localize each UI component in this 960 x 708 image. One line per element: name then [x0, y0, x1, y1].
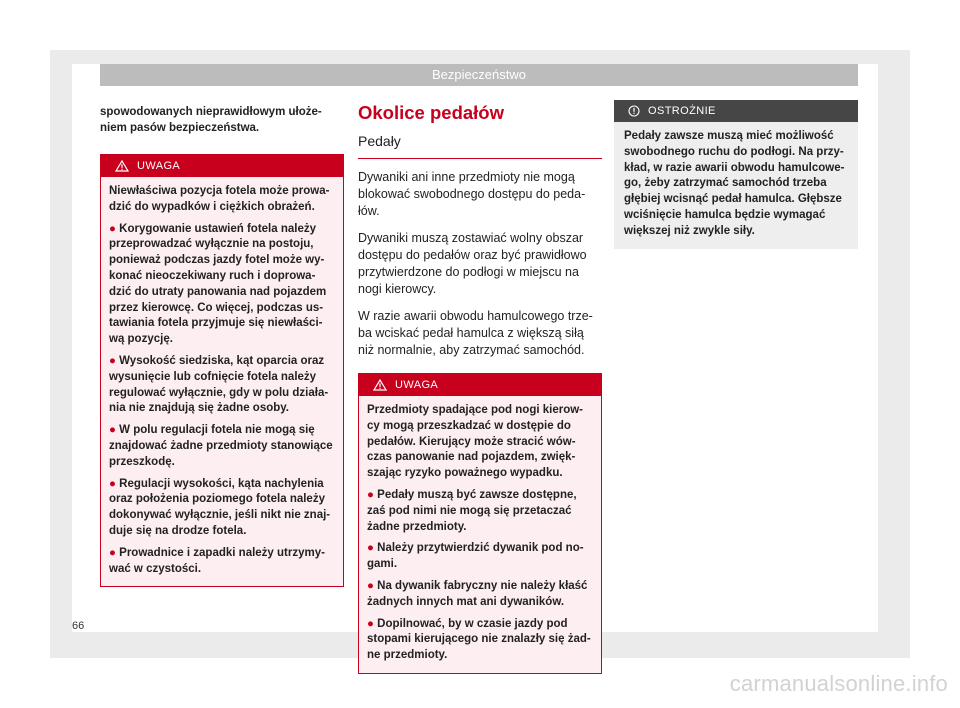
- warning-line-text: Należy przytwierdzić dywanik pod no-: [377, 542, 584, 555]
- warning-line: [109, 332, 335, 348]
- watermark: carmanualsonline.info: [729, 671, 948, 696]
- warning-line-text: tawiania fotela przyjmuje się niewłaści-: [109, 317, 323, 330]
- body-paragraph: [358, 169, 602, 220]
- section-title: Okolice pedałów: [358, 102, 504, 123]
- warning-box-pedals: [358, 373, 602, 674]
- body-line: dostępu do pedałów oraz być prawidłowo: [358, 248, 587, 262]
- caution-line: kład, w razie awarii obwodu hamulcowe-: [624, 161, 845, 174]
- warning-line-text: dzić do wypadków i ciężkich obrażeń.: [109, 200, 315, 213]
- warning-line-text: gami.: [367, 558, 398, 571]
- warning-line-text: ne przedmioty.: [367, 649, 448, 662]
- warning-line-text: W polu regulacji fotela nie mogą się: [119, 424, 315, 437]
- warning-line-text: żadne przedmioty.: [367, 520, 467, 533]
- body-line: przytwierdzone do podłogi w miejscu na: [358, 265, 579, 279]
- warning-line: [109, 269, 335, 285]
- warning-paragraph: [109, 546, 335, 578]
- body-line: Dywaniki muszą zostawiać wolny obszar: [358, 231, 584, 245]
- warning-paragraph: [109, 222, 335, 348]
- warning-line-text: regulować wyłącznie, gdy w polu działa-: [109, 386, 329, 399]
- warning-line: [109, 184, 335, 200]
- warning-line: [109, 354, 335, 370]
- body-line: Dywaniki ani inne przedmioty nie mogą: [358, 170, 575, 184]
- bullet-icon: ●: [109, 477, 116, 490]
- body-text: [358, 169, 602, 359]
- warning-line: [109, 439, 335, 455]
- warning-paragraph: [367, 579, 593, 611]
- column-middle: [358, 100, 602, 674]
- warning-line-text: wać w czystości.: [109, 562, 202, 575]
- body-paragraph: [358, 230, 602, 298]
- caution-line: głębiej wcisnąć pedał hamulca. Głębsze: [624, 193, 842, 206]
- warning-line-text: Wysokość siedziska, kąt oparcia oraz: [119, 354, 325, 367]
- warning-line-text: Pedały muszą być zawsze dostępne,: [377, 488, 577, 501]
- warning-line-text: dzić do utraty panowania nad pojazdem: [109, 285, 327, 298]
- warning-line: [109, 477, 335, 493]
- warning-label: UWAGA: [137, 160, 181, 172]
- warning-line: [367, 648, 593, 664]
- warning-header: [101, 155, 343, 177]
- warning-line: [109, 316, 335, 332]
- warning-line: [109, 200, 335, 216]
- warning-line-text: Niewłaściwa pozycja fotela może prowa-: [109, 185, 330, 197]
- warning-triangle-icon: [373, 379, 387, 391]
- caution-line: swobodnego ruchu do podłogi. Na przy-: [624, 145, 844, 158]
- warning-line-text: wysunięcie lub cofnięcie fotela należy: [109, 370, 317, 383]
- warning-line: [109, 492, 335, 508]
- warning-line: [367, 595, 593, 611]
- warning-line-text: stopami kierującego nie znalazły się żad-: [367, 633, 591, 646]
- warning-line: [109, 285, 335, 301]
- warning-line: [109, 423, 335, 439]
- intro-text: [100, 100, 344, 136]
- warning-line-text: przeszkodę.: [109, 455, 175, 468]
- bullet-icon: ●: [109, 222, 116, 235]
- warning-line-text: Korygowanie ustawień fotela należy: [119, 222, 316, 235]
- warning-paragraph: [367, 617, 593, 664]
- warning-line: [109, 455, 335, 471]
- warning-line: [367, 579, 593, 595]
- warning-line: [109, 301, 335, 317]
- warning-line: [367, 541, 593, 557]
- caution-line: większej niż zwykle siły.: [624, 224, 755, 237]
- bullet-icon: ●: [109, 546, 116, 559]
- warning-line-text: nia nie znajdują się żadne osoby.: [109, 402, 289, 415]
- warning-paragraph: [109, 477, 335, 540]
- warning-line: [109, 546, 335, 562]
- warning-line: [367, 419, 593, 435]
- warning-line-text: przez kierowcę. Co więcej, podczas us-: [109, 301, 324, 314]
- warning-line: [109, 562, 335, 578]
- warning-line: [109, 386, 335, 402]
- caution-box: [614, 100, 858, 249]
- warning-line: [367, 466, 593, 482]
- intro-line: spowodowanych nieprawidłowym ułoże-: [100, 106, 322, 118]
- warning-line-text: Przedmioty spadające pod nogi kierow-: [367, 404, 583, 416]
- warning-line: [367, 632, 593, 648]
- body-line: blokować swobodnego dostępu do peda-: [358, 187, 586, 201]
- warning-line: [109, 508, 335, 524]
- warning-line-text: dokonywać wyłącznie, jeśli nikt nie znaj-: [109, 509, 331, 522]
- subsection-title: Pedały: [358, 132, 602, 159]
- body-line: W razie awarii obwodu hamulcowego trze-: [358, 309, 593, 323]
- caution-body: [614, 122, 858, 249]
- bullet-icon: ●: [367, 617, 374, 630]
- warning-header: [359, 374, 601, 396]
- caution-line: go, żeby zatrzymać samochód trzeba: [624, 177, 827, 190]
- body-line: niż normalnie, aby zatrzymać samochód.: [358, 343, 585, 357]
- body-line: nogi kierowcy.: [358, 282, 437, 296]
- warning-line: [367, 557, 593, 573]
- warning-line-text: przeprowadzać wyłącznie na postoju,: [109, 238, 314, 251]
- warning-box-seat: [100, 154, 344, 587]
- warning-line: [109, 253, 335, 269]
- body-line: ba wciskać pedał hamulca z większą siłą: [358, 326, 584, 340]
- warning-line-text: konać nieoczekiwany ruch i doprowa-: [109, 269, 316, 282]
- warning-paragraph: [367, 488, 593, 535]
- caution-line: wciśnięcie hamulca będzie wymagać: [624, 208, 826, 221]
- warning-paragraph: [367, 541, 593, 573]
- warning-line: [109, 222, 335, 238]
- bullet-icon: ●: [367, 488, 374, 501]
- column-left: [100, 100, 344, 587]
- warning-paragraph: [109, 184, 335, 216]
- caution-line: Pedały zawsze muszą mieć możliwość: [624, 130, 834, 142]
- warning-paragraph: [109, 423, 335, 470]
- warning-line: [367, 617, 593, 633]
- warning-paragraph: [367, 403, 593, 482]
- warning-line: [109, 237, 335, 253]
- bullet-icon: ●: [367, 542, 374, 555]
- warning-triangle-icon: [115, 160, 129, 172]
- intro-line: niem pasów bezpieczeństwa.: [100, 122, 260, 134]
- warning-line-text: Na dywanik fabryczny nie należy kłaść: [377, 579, 588, 592]
- warning-line: [367, 403, 593, 419]
- warning-line: [109, 370, 335, 386]
- warning-line-text: Dopilnować, by w czasie jazdy pod: [377, 617, 568, 630]
- warning-line-text: czas panowanie nad pojazdem, zwięk-: [367, 451, 576, 464]
- warning-line: [109, 524, 335, 540]
- column-right: [614, 100, 858, 249]
- warning-paragraph: [109, 354, 335, 417]
- warning-line-text: pedałów. Kierujący może stracić wów-: [367, 435, 576, 448]
- warning-line: [367, 504, 593, 520]
- page-number: 66: [72, 620, 85, 632]
- body-line: łów.: [358, 204, 380, 218]
- warning-line: [109, 401, 335, 417]
- warning-label: UWAGA: [395, 379, 439, 391]
- warning-line: [367, 488, 593, 504]
- bullet-icon: ●: [109, 354, 116, 367]
- body-paragraph: [358, 308, 602, 359]
- caution-label: OSTROŻNIE: [648, 105, 716, 117]
- warning-line-text: zaś pod nimi nie mogą się przetaczać: [367, 504, 572, 517]
- caution-circle-icon: [628, 105, 640, 117]
- bullet-icon: ●: [109, 424, 116, 437]
- warning-body: [359, 396, 601, 673]
- warning-line: [367, 450, 593, 466]
- caution-header: [614, 100, 858, 122]
- warning-line-text: oraz położenia poziomego fotela należy: [109, 493, 325, 506]
- warning-line-text: szając ryzyko poważnego wypadku.: [367, 467, 563, 480]
- warning-line-text: ponieważ podczas jazdy fotel może wy-: [109, 254, 325, 267]
- bullet-icon: ●: [367, 579, 374, 592]
- warning-line: [367, 435, 593, 451]
- warning-line-text: duje się na drodze fotela.: [109, 524, 247, 537]
- warning-line-text: wą pozycję.: [109, 333, 173, 346]
- warning-body: [101, 177, 343, 586]
- running-header: Bezpieczeństwo: [100, 64, 858, 86]
- warning-line: [367, 520, 593, 536]
- warning-line-text: Regulacji wysokości, kąta nachylenia: [119, 477, 324, 490]
- warning-line-text: Prowadnice i zapadki należy utrzymy-: [119, 546, 325, 559]
- warning-line-text: żadnych innych mat ani dywaników.: [367, 595, 565, 608]
- warning-line-text: cy mogą przeszkadzać w dostępie do: [367, 419, 571, 432]
- warning-line-text: znajdować żadne przedmioty stanowiące: [109, 439, 333, 452]
